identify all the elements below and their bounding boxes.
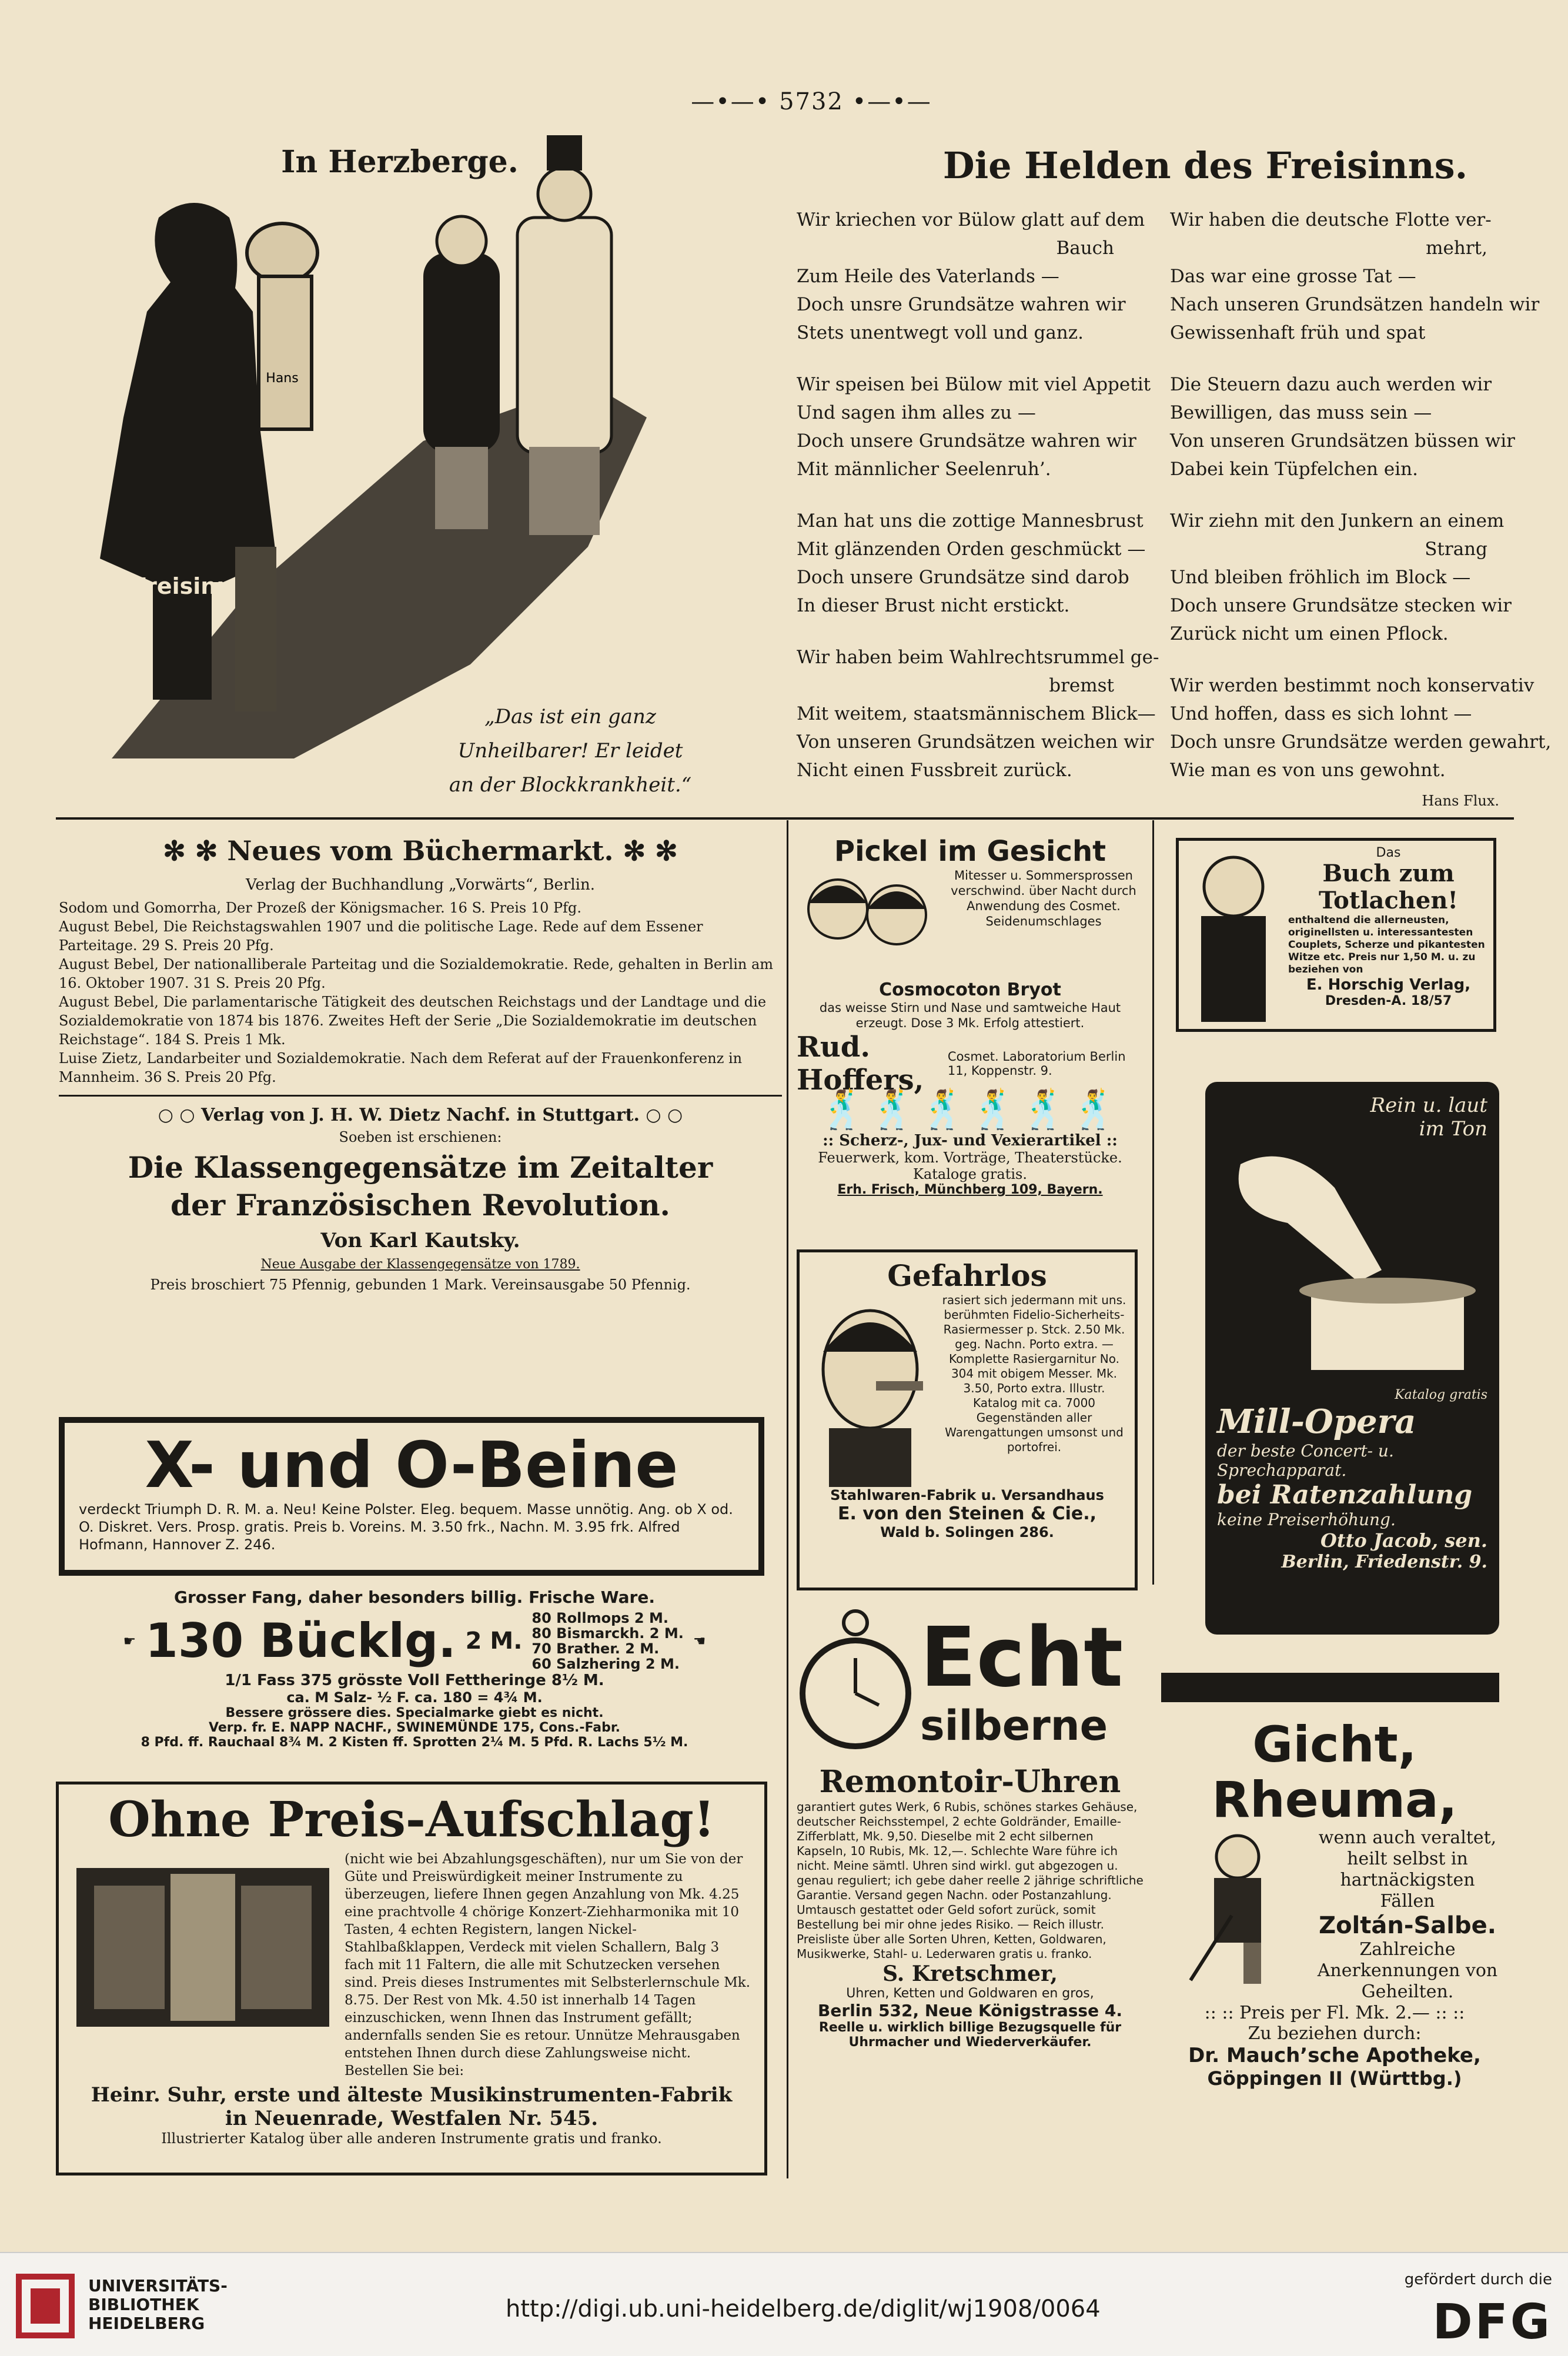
- gramophone-box: [1311, 1294, 1464, 1370]
- ad-watch-text: garantiert gutes Werk, 6 Rubis, schönes starkes Gehäuse, deutscher Reichsstempel, 2 echte Goldränder, Emaille-Zifferblatt, Mk. 9,50. Dieselbe mit 2 echt silbernen Kapseln, 10 Rubis, Mk. 12,—. Schlechte Ware führe ich nicht. Meine sämtl. Uhren sind wirkl. gut abgezogen u. genau reguliert; ich gebe daher reelle 2 jährige schriftliche Garantie. Versand gegen Nachn. oder Postanzahlung. Umtausch gestattet oder Geld sofort zurück, somit Bestellung bei mir ohne jedes Risiko. — Reich illustr. Preisliste über alle Sorten Uhren, Ketten, Goldwaren, Musikwerke, Stahl- u. Lederwaren gratis u. franko.: [797, 1800, 1144, 1961]
- books-publisher: Verlag der Buchhandlung „Vorwärts“, Berlin.: [245, 876, 596, 894]
- sack-label: Freisinn: [132, 573, 233, 599]
- ad-accordion-text: (nicht wie bei Abzahlungsgeschäften), nur um Sie von der Güte und Preiswürdigkeit meiner Instrumente zu überzeugen, liefere Ihnen gegen Anzahlung von Mk. 4.25 eine prachtvolle 4 chörige Konzert-Ziehharmonika mit 10 Tasten, 4 echten Registern, langen Nickel-Stahlbaßklappen, Verdeck mit vielen Schallern, Balg 3 fach mit 11 Faltern, die alle mit Schutzecken versehen sind. Preis dieses Instrumentes mit Selbsterlernschule Mk. 8.75. Der Rest von Mk. 4.50 ist innerhalb 14 Tagen einzuschicken, wenn Ihnen das Instrument gefällt; andernfalls senden Sie es retour. Unnütze Mehrausgaben entstehen Ihnen durch diese Zahlungsweise nicht. Bestellen Sie bei:: [345, 1852, 751, 2078]
- ad-pickel-firm: Rud. Hoffers,: [797, 1031, 924, 1097]
- ad-gramo-payment: bei Ratenzahlung: [1217, 1480, 1473, 1510]
- book-item: August Bebel, Die parlamentarische Tätigkeit des deutschen Reichstags und der Landtage und die Sozialdemokratie von 1874 bis 1876. Zweites Heft der Serie „Die Sozialdemokratie im deutschen Reichstage“. 184 S. Preis 1 Mk.: [59, 994, 767, 1048]
- crutch: [1191, 1916, 1232, 1980]
- ad-accordion-catalog: Illustrierter Katalog über alle anderen Instrumente gratis und franko.: [161, 2130, 662, 2147]
- book-edition: Neue Ausgabe der Klassengegensätze von 1789.: [260, 1257, 580, 1272]
- doctor-leg-plaid: [235, 547, 276, 711]
- cartoon-caption: „Das ist ein ganz Unheilbarer! Er leidet an der Blockkrankheit.“: [449, 705, 692, 797]
- ad-accordion-headline: Ohne Preis-Aufschlag!: [108, 1792, 715, 1848]
- cartoon-title: In Herzberge.: [281, 144, 519, 180]
- ad-gicht-firm: Dr. Mauch’sche Apotheke,: [1188, 2044, 1481, 2067]
- ad-xo-beine: [59, 1417, 764, 1576]
- ad-gicht-text: wenn auch veraltet, heilt selbst in hartnäckigsten Fällen: [1318, 1827, 1497, 1911]
- poem-title: Die Helden des Freisinns.: [942, 144, 1468, 187]
- poem-author: Hans Flux.: [1422, 793, 1499, 809]
- ad-fish-line5: 8 Pfd. ff. Rauchaal 8¾ M. 2 Kisten ff. Sprotten 2¼ M. 5 Pfd. R. Lachs 5½ M.: [141, 1735, 688, 1750]
- man-legs: [435, 447, 488, 529]
- gout-man-image: [1167, 1827, 1308, 1986]
- ad-gramo-place: Berlin, Friedenstr. 9.: [1281, 1552, 1487, 1572]
- ad-xo-headline: X- und O-Beine: [145, 1429, 678, 1502]
- ad-scherz: [797, 1088, 1144, 1235]
- man-in-coat: [517, 218, 611, 453]
- man-face: [1204, 857, 1263, 916]
- man-in-black: [423, 253, 500, 453]
- ad-gicht-product: Zoltán-Salbe.: [1319, 1912, 1496, 1939]
- ad-gramo-brand: Mill-Opera: [1217, 1402, 1416, 1441]
- poem-stanza: Die Steuern dazu auch werden wir Bewilligen, das muss sein — Von unseren Grundsätzen büssen wir Dabei kein Tüpfelchen ein.: [1170, 374, 1515, 480]
- books-publisher-2: ○ ○ Verlag von J. H. W. Dietz Nachf. in Stuttgart. ○ ○: [158, 1105, 683, 1125]
- ad-gicht-text2: Zahlreiche Anerkennungen von Geheilten.: [1317, 1939, 1498, 2002]
- ad-watch-big3: Remontoir-Uhren: [819, 1764, 1121, 1800]
- man-leg: [1243, 1943, 1261, 1984]
- ad-accordion-firm: Heinr. Suhr, erste und älteste Musikinstrumenten-Fabrik: [91, 2083, 733, 2107]
- section-divider: [56, 817, 1514, 820]
- poem-stanza: Wir kriechen vor Bülow glatt auf dem Bauch Zum Heile des Vaterlands — Doch unsre Grundsätze wahren wir Stets unentwegt voll und ganz.: [797, 209, 1145, 343]
- razor: [876, 1381, 923, 1391]
- ad-accordion-place: in Neuenrade, Westfalen Nr. 545.: [225, 2107, 599, 2130]
- ad-watch-firm: S. Kretschmer,: [882, 1961, 1058, 1986]
- doctor-leg: [153, 547, 212, 700]
- ad-gicht: [1167, 1717, 1502, 2123]
- ad-fish-line4: Verp. fr. E. NAPP NACHF., SWINEMÜNDE 175, Cons.-Fabr.: [209, 1720, 620, 1735]
- ad-xo-text: verdeckt Triumph D. R. M. a. Neu! Keine Polster. Eleg. bequem. Masse unnötig. Ang. ob X od. O. Diskret. Vers. Prosp. gratis. Preis b. Voreins. M. 3.50 frk., Nachn. M. 3.95 frk. Alfred Hofmann, Hannover Z. 246.: [79, 1501, 733, 1553]
- ad-razor-headline: Gefahrlos: [887, 1258, 1047, 1293]
- ad-gramo-top: Rein u. laut im Ton: [1370, 1094, 1487, 1141]
- ad-watch: [797, 1599, 1144, 2181]
- ad-gramo-brand-sub: der beste Concert- u. Sprechapparat.: [1217, 1441, 1394, 1480]
- page-number: 5732: [779, 88, 844, 115]
- child-label: Hans: [266, 371, 299, 386]
- ad-scherz-line2: Feuerwerk, kom. Vorträge, Theaterstücke.: [818, 1149, 1122, 1166]
- man-suit: [1201, 916, 1266, 1022]
- book-item: Luise Zietz, Landarbeiter und Sozialdemokratie. Nach dem Referat auf der Frauenkonferenz in Mannheim. 36 S. Preis 20 Pfg.: [59, 1050, 743, 1085]
- hand-icon: ☛: [123, 1633, 136, 1649]
- gramophone-horn: [1239, 1157, 1382, 1282]
- poem-stanza: Wir speisen bei Bülow mit viel Appetit Und sagen ihm alles zu — Doch unsere Grundsätze wahren wir Mit männlicher Seelenruh’.: [797, 374, 1151, 480]
- ad-buch-place: Dresden-A. 18/57: [1325, 994, 1452, 1008]
- child-body: [259, 276, 312, 429]
- tophat-man-legs: [529, 447, 600, 535]
- ad-watch-firm2: Uhren, Ketten und Goldwaren en gros,: [846, 1986, 1094, 2001]
- poem-stanza: Wir ziehn mit den Junkern an einem Strang Und bleiben fröhlich im Block — Doch unsere Grundsätze stecken wir Zurück nicht um einen Pflock.: [1170, 510, 1512, 644]
- ad-fish-top: Grosser Fang, daher besonders billig. Frische Ware.: [174, 1588, 655, 1607]
- ad-pickel-firm-text: Cosmet. Laboratorium Berlin 11, Koppenstr. 9.: [947, 1050, 1126, 1078]
- ad-fish-mid: 1/1 Fass 375 grösste Voll Fettheringe 8½ M.: [225, 1672, 604, 1689]
- dfg-logo: DFG: [1432, 2294, 1552, 2350]
- ad-fish-big-price: 2 M.: [465, 1628, 523, 1655]
- pocket-watch-icon: [797, 1599, 914, 1764]
- ad-gramophone: [1205, 1082, 1499, 1635]
- book-title-1: Die Klassengegensätze im Zeitalter: [128, 1150, 713, 1185]
- book-item: August Bebel, Der nationalliberale Parteitag und die Sozialdemokratie. Rede, gehalten in Berlin am 16. Oktober 1907. 31 S. Preis 20 Pfg.: [59, 956, 774, 991]
- logo-fill: [31, 2288, 60, 2324]
- ad-fish-line3: Bessere grössere dies. Specialmarke giebt es nicht.: [225, 1706, 604, 1720]
- books-section: [59, 835, 782, 1293]
- poem-left-column: [797, 206, 1159, 808]
- ad-fish-mid2: ca. M Salz- ½ F. ca. 180 = 4¾ M.: [286, 1689, 543, 1706]
- ad-pickel-headline: Pickel im Gesicht: [834, 835, 1106, 868]
- poem-stanza: Wir haben beim Wahlrechtsrummel ge- bremst Mit weitem, staatsmännischem Blick— Von unseren Grundsätzen weichen wir Nicht einen Fussbreit zurück.: [797, 647, 1159, 781]
- ad-buch-firm: E. Horschig Verlag,: [1306, 976, 1471, 994]
- ad-pickel-product: Cosmocoton Bryot: [879, 980, 1061, 1000]
- funded-by: gefördert durch die: [1404, 2271, 1552, 2288]
- book-author: Von Karl Kautsky.: [320, 1229, 520, 1252]
- accordion-keys: [241, 1886, 312, 2009]
- ad-razor-place: Wald b. Solingen 286.: [880, 1524, 1054, 1540]
- ad-fish-big: 130 Bücklg.: [145, 1613, 456, 1668]
- black-bar: [1161, 1673, 1499, 1702]
- watch-ring: [844, 1611, 867, 1635]
- ad-pickel-text2: das weisse Stirn und Nase und samtweiche Haut erzeugt. Dose 3 Mk. Erfolg attestiert.: [819, 1001, 1121, 1030]
- library-logo-icon: [13, 2271, 78, 2341]
- ad-watch-big: Echt: [920, 1610, 1124, 1706]
- ad-gicht-place: Göppingen II (Württbg.): [1207, 2067, 1462, 2090]
- ad-gramo-catalog: Katalog gratis: [1395, 1388, 1487, 1402]
- gramophone-image: [1217, 1141, 1487, 1388]
- ad-fish: [53, 1588, 776, 1764]
- ad-scherz-line4: Erh. Frisch, Münchberg 109, Bayern.: [837, 1182, 1103, 1197]
- ad-buch: [1176, 838, 1496, 1032]
- book-item: Sodom und Gomorrha, Der Prozeß der Königsmacher. 16 S. Preis 10 Pfg.: [59, 900, 582, 916]
- hand-icon: ☚: [693, 1633, 706, 1649]
- ad-accordion: [56, 1782, 767, 2175]
- man-collar: [829, 1428, 911, 1487]
- column-divider: [1152, 820, 1154, 1585]
- library-name: UNIVERSITÄTS- BIBLIOTHEK HEIDELBERG: [88, 2276, 228, 2333]
- women-faces-image: [797, 868, 938, 980]
- ad-buch-text: enthaltend die allerneusten, originellsten u. interessantesten Couplets, Scherze und pikantesten Witze etc. Preis nur 1,50 M. u. zu beziehen von: [1288, 914, 1485, 975]
- ad-razor-firm: Stahlwaren-Fabrik u. Versandhaus: [830, 1487, 1104, 1503]
- ad-gicht-headline2: Rheuma,: [1212, 1771, 1457, 1829]
- column-divider: [787, 820, 788, 2178]
- poem-stanza: Man hat uns die zottige Mannesbrust Mit glänzenden Orden geschmückt — Doch unsere Grundsätze sind darob In dieser Brust nicht erstickt.: [797, 510, 1146, 616]
- accordion-keys: [94, 1886, 165, 2009]
- ad-buch-small: Das: [1376, 846, 1401, 860]
- ad-scherz-line1: :: Scherz-, Jux- und Vexierartikel ::: [823, 1132, 1118, 1149]
- accordion-bellows: [170, 1874, 235, 2021]
- ad-watch-address: Berlin 532, Neue Königstrasse 4.: [818, 2001, 1122, 2020]
- ad-pickel: [797, 835, 1144, 1097]
- ad-razor-firm2: E. von den Steinen & Cie.,: [837, 1503, 1097, 1524]
- divider: [59, 1095, 782, 1097]
- ad-scherz-line3: Kataloge gratis.: [913, 1166, 1027, 1182]
- ad-pickel-text: Mitesser u. Sommersprossen verschwind. über Nacht durch Anwendung des Cosmet. Seidenumschlages: [951, 868, 1136, 928]
- ad-fish-list: 80 Rollmops 2 M. 80 Bismarckh. 2 M. 70 Brather. 2 M. 60 Salzhering 2 M.: [531, 1610, 684, 1672]
- ad-razor-text: rasiert sich jedermann mit uns. berühmten Fidelio-Sicherheits-Rasiermesser p. Stck. 2.50 Mk. geg. Nachn. Porto extra. — Komplette Rasiergarnitur No. 304 mit obigem Messer. Mk. 3.50, Porto extra. Illustr. Katalog mit ca. 7000 Gegenständen aller Warengattungen umsonst und portofrei.: [942, 1293, 1126, 1454]
- ad-watch-big2: silberne: [920, 1702, 1108, 1750]
- accordion-image: [71, 1850, 335, 2044]
- gramophone-record: [1299, 1278, 1476, 1304]
- shaving-man-image: [805, 1293, 935, 1487]
- source-url[interactable]: http://digi.ub.uni-heidelberg.de/diglit/wj1908/0064: [506, 2295, 1101, 2322]
- laughing-man-image: [1183, 846, 1283, 1022]
- book-price: Preis broschiert 75 Pfennig, gebunden 1 Mark. Vereinsausgabe 50 Pfennig.: [150, 1276, 691, 1293]
- tophat-man-head: [538, 168, 591, 220]
- ad-gramo-payment-sub: keine Preiserhöhung.: [1217, 1510, 1396, 1529]
- books-title: ✻ ✻ Neues vom Büchermarkt. ✻ ✻: [163, 835, 678, 867]
- ad-watch-footer: Reelle u. wirklich billige Bezugsquelle für Uhrmacher und Wiederverkäufer.: [818, 2020, 1122, 2050]
- man-face: [1216, 1836, 1259, 1878]
- books-list: [59, 898, 782, 1087]
- man-head: [437, 216, 486, 266]
- poem-right-column: [1170, 206, 1552, 815]
- ad-razor: [797, 1249, 1138, 1590]
- book-item: August Bebel, Die Reichstagswahlen 1907 und die politische Lage. Rede auf dem Essener Parteitage. 29 S. Preis 20 Pfg.: [59, 918, 703, 954]
- ad-gramo-firm: Otto Jacob, sen.: [1320, 1529, 1487, 1552]
- footer-bar: [0, 2252, 1568, 2356]
- page-number-line: —•—• 5732 •—•—: [691, 88, 932, 115]
- ad-gicht-order: Zu beziehen durch:: [1248, 2023, 1422, 2044]
- book-title-2: der Französischen Revolution.: [170, 1188, 670, 1222]
- poem-stanza: Wir werden bestimmt noch konservativ Und hoffen, dass es sich lohnt — Doch unsre Grundsätze werden gewahrt, Wie man es von uns gewohnt.: [1170, 675, 1552, 781]
- dancers-image: 🕺🕺🕺🕺🕺🕺: [818, 1088, 1122, 1132]
- ad-gicht-headline1: Gicht,: [1252, 1716, 1417, 1773]
- poem-stanza: Wir haben die deutsche Flotte ver- mehrt, Das war eine grosse Tat — Nach unseren Grundsätzen handeln wir Gewissenhaft früh und spat: [1170, 209, 1540, 343]
- child-head: [247, 223, 317, 282]
- top-hat: [547, 135, 582, 171]
- ad-gicht-price: :: :: Preis per Fl. Mk. 2.— :: ::: [1204, 2003, 1465, 2023]
- just-published: Soeben ist erschienen:: [339, 1129, 502, 1145]
- ad-buch-headline: Buch zum Totlachen!: [1319, 860, 1458, 914]
